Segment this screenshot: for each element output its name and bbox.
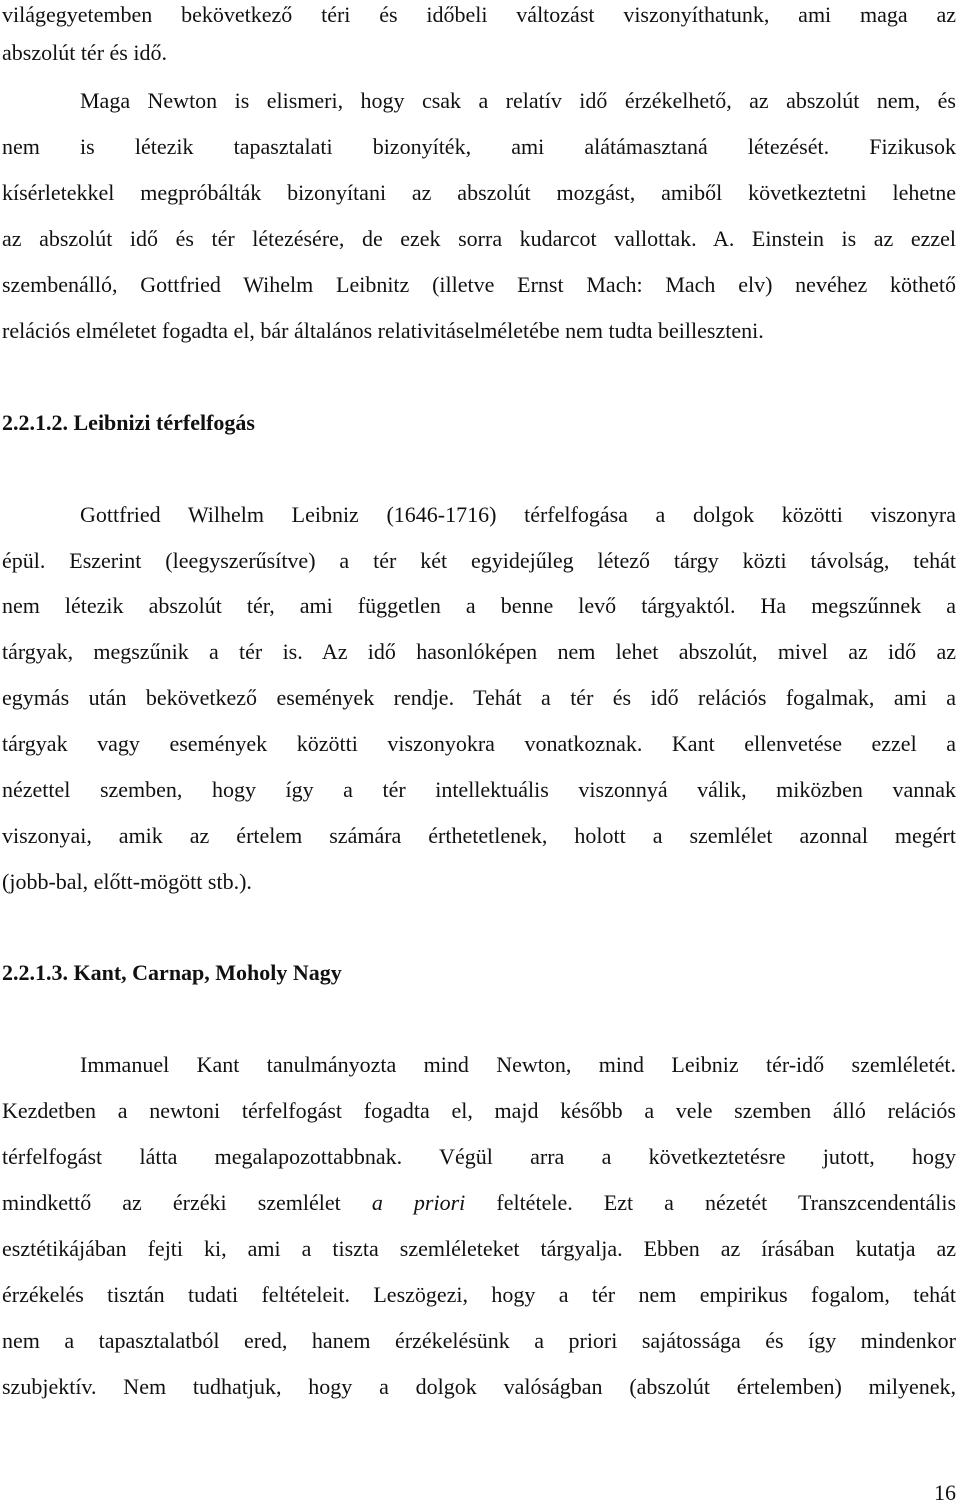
paragraph-line: Gottfried Wilhelm Leibniz (1646-1716) térfelfogása a dolgok közötti viszonyra — [80, 502, 956, 527]
paragraph-line: tárgyak vagy események közötti viszonyokra vonatkoznak. Kant ellenvetése ezzel a — [2, 731, 956, 756]
paragraph-line: Immanuel Kant tanulmányozta mind Newton, mind Leibniz tér-idő szemléletét. — [80, 1052, 956, 1077]
paragraph-line: nézettel szemben, hogy így a tér intellektuális viszonnyá válik, miközben vannak — [2, 777, 956, 802]
paragraph-line: tárgyak, megszűnik a tér is. Az idő hasonlóképen nem lehet abszolút, mivel az idő az — [2, 639, 956, 664]
paragraph-line — [2, 1188, 956, 1218]
paragraph-line: nem létezik abszolút tér, ami független a benne levő tárgyaktól. Ha megszűnnek a — [2, 593, 956, 618]
line-text: mindkettő az érzéki szemlélet — [2, 1190, 372, 1215]
page-number: 16 — [934, 1480, 956, 1505]
paragraph-line: kísérletekkel megpróbálták bizonyítani az abszolút mozgást, amiből következtetni lehetne — [2, 180, 956, 205]
section-heading: 2.2.1.3. Kant, Carnap, Moholy Nagy — [2, 960, 342, 985]
paragraph-line: szembenálló, Gottfried Wihelm Leibnitz (illetve Ernst Mach: Mach elv) nevéhez köthető — [2, 272, 956, 297]
paragraph-line: (jobb-bal, előtt-mögött stb.). — [2, 869, 252, 894]
paragraph-line: épül. Eszerint (leegyszerűsítve) a tér két egyidejűleg létező tárgy közti távolság, tehát — [2, 548, 956, 573]
paragraph-line: esztétikájában fejti ki, ami a tiszta szemléleteket tárgyalja. Ebben az írásában kutatja az — [2, 1236, 956, 1261]
paragraph-line: érzékelés tisztán tudati feltételeit. Leszögezi, hogy a tér nem empirikus fogalom, tehát — [2, 1282, 956, 1307]
line-text: feltétele. Ezt a nézetét Transzcendentális — [465, 1190, 957, 1215]
paragraph-line: nem is létezik tapasztalati bizonyíték, ami alátámasztaná létezését. Fizikusok — [2, 134, 956, 159]
paragraph-line: szubjektív. Nem tudhatjuk, hogy a dolgok valóságban (abszolút értelemben) milyenek, — [2, 1374, 956, 1399]
paragraph-line: az abszolút idő és tér létezésére, de ezek sorra kudarcot vallottak. A. Einstein is az ezzel — [2, 226, 956, 251]
paragraph-line: viszonyai, amik az értelem számára érthetetlenek, holott a szemlélet azonnal megért — [2, 823, 956, 848]
paragraph-line: Kezdetben a newtoni térfelfogást fogadta el, majd később a vele szemben álló relációs — [2, 1098, 956, 1123]
paragraph-line: világegyetemben bekövetkező téri és időbeli változást viszonyíthatunk, ami maga az — [2, 2, 956, 27]
paragraph-line: Maga Newton is elismeri, hogy csak a relatív idő érzékelhető, az abszolút nem, és — [80, 88, 956, 113]
paragraph-line: egymás után bekövetkező események rendje. Tehát a tér és idő relációs fogalmak, ami a — [2, 685, 956, 710]
paragraph-line: térfelfogást látta megalapozottabbnak. Végül arra a következtetésre jutott, hogy — [2, 1144, 956, 1169]
paragraph-line: abszolút tér és idő. — [2, 40, 167, 65]
italic-term: a priori — [371, 1190, 466, 1215]
paragraph-line: nem a tapasztalatból ered, hanem érzékelésünk a priori sajátossága és így mindenkor — [2, 1328, 956, 1353]
paragraph-line: relációs elméletet fogadta el, bár általános relativitáselméletébe nem tudta beilleszteni. — [2, 318, 764, 343]
section-heading: 2.2.1.2. Leibnizi térfelfogás — [2, 410, 255, 435]
